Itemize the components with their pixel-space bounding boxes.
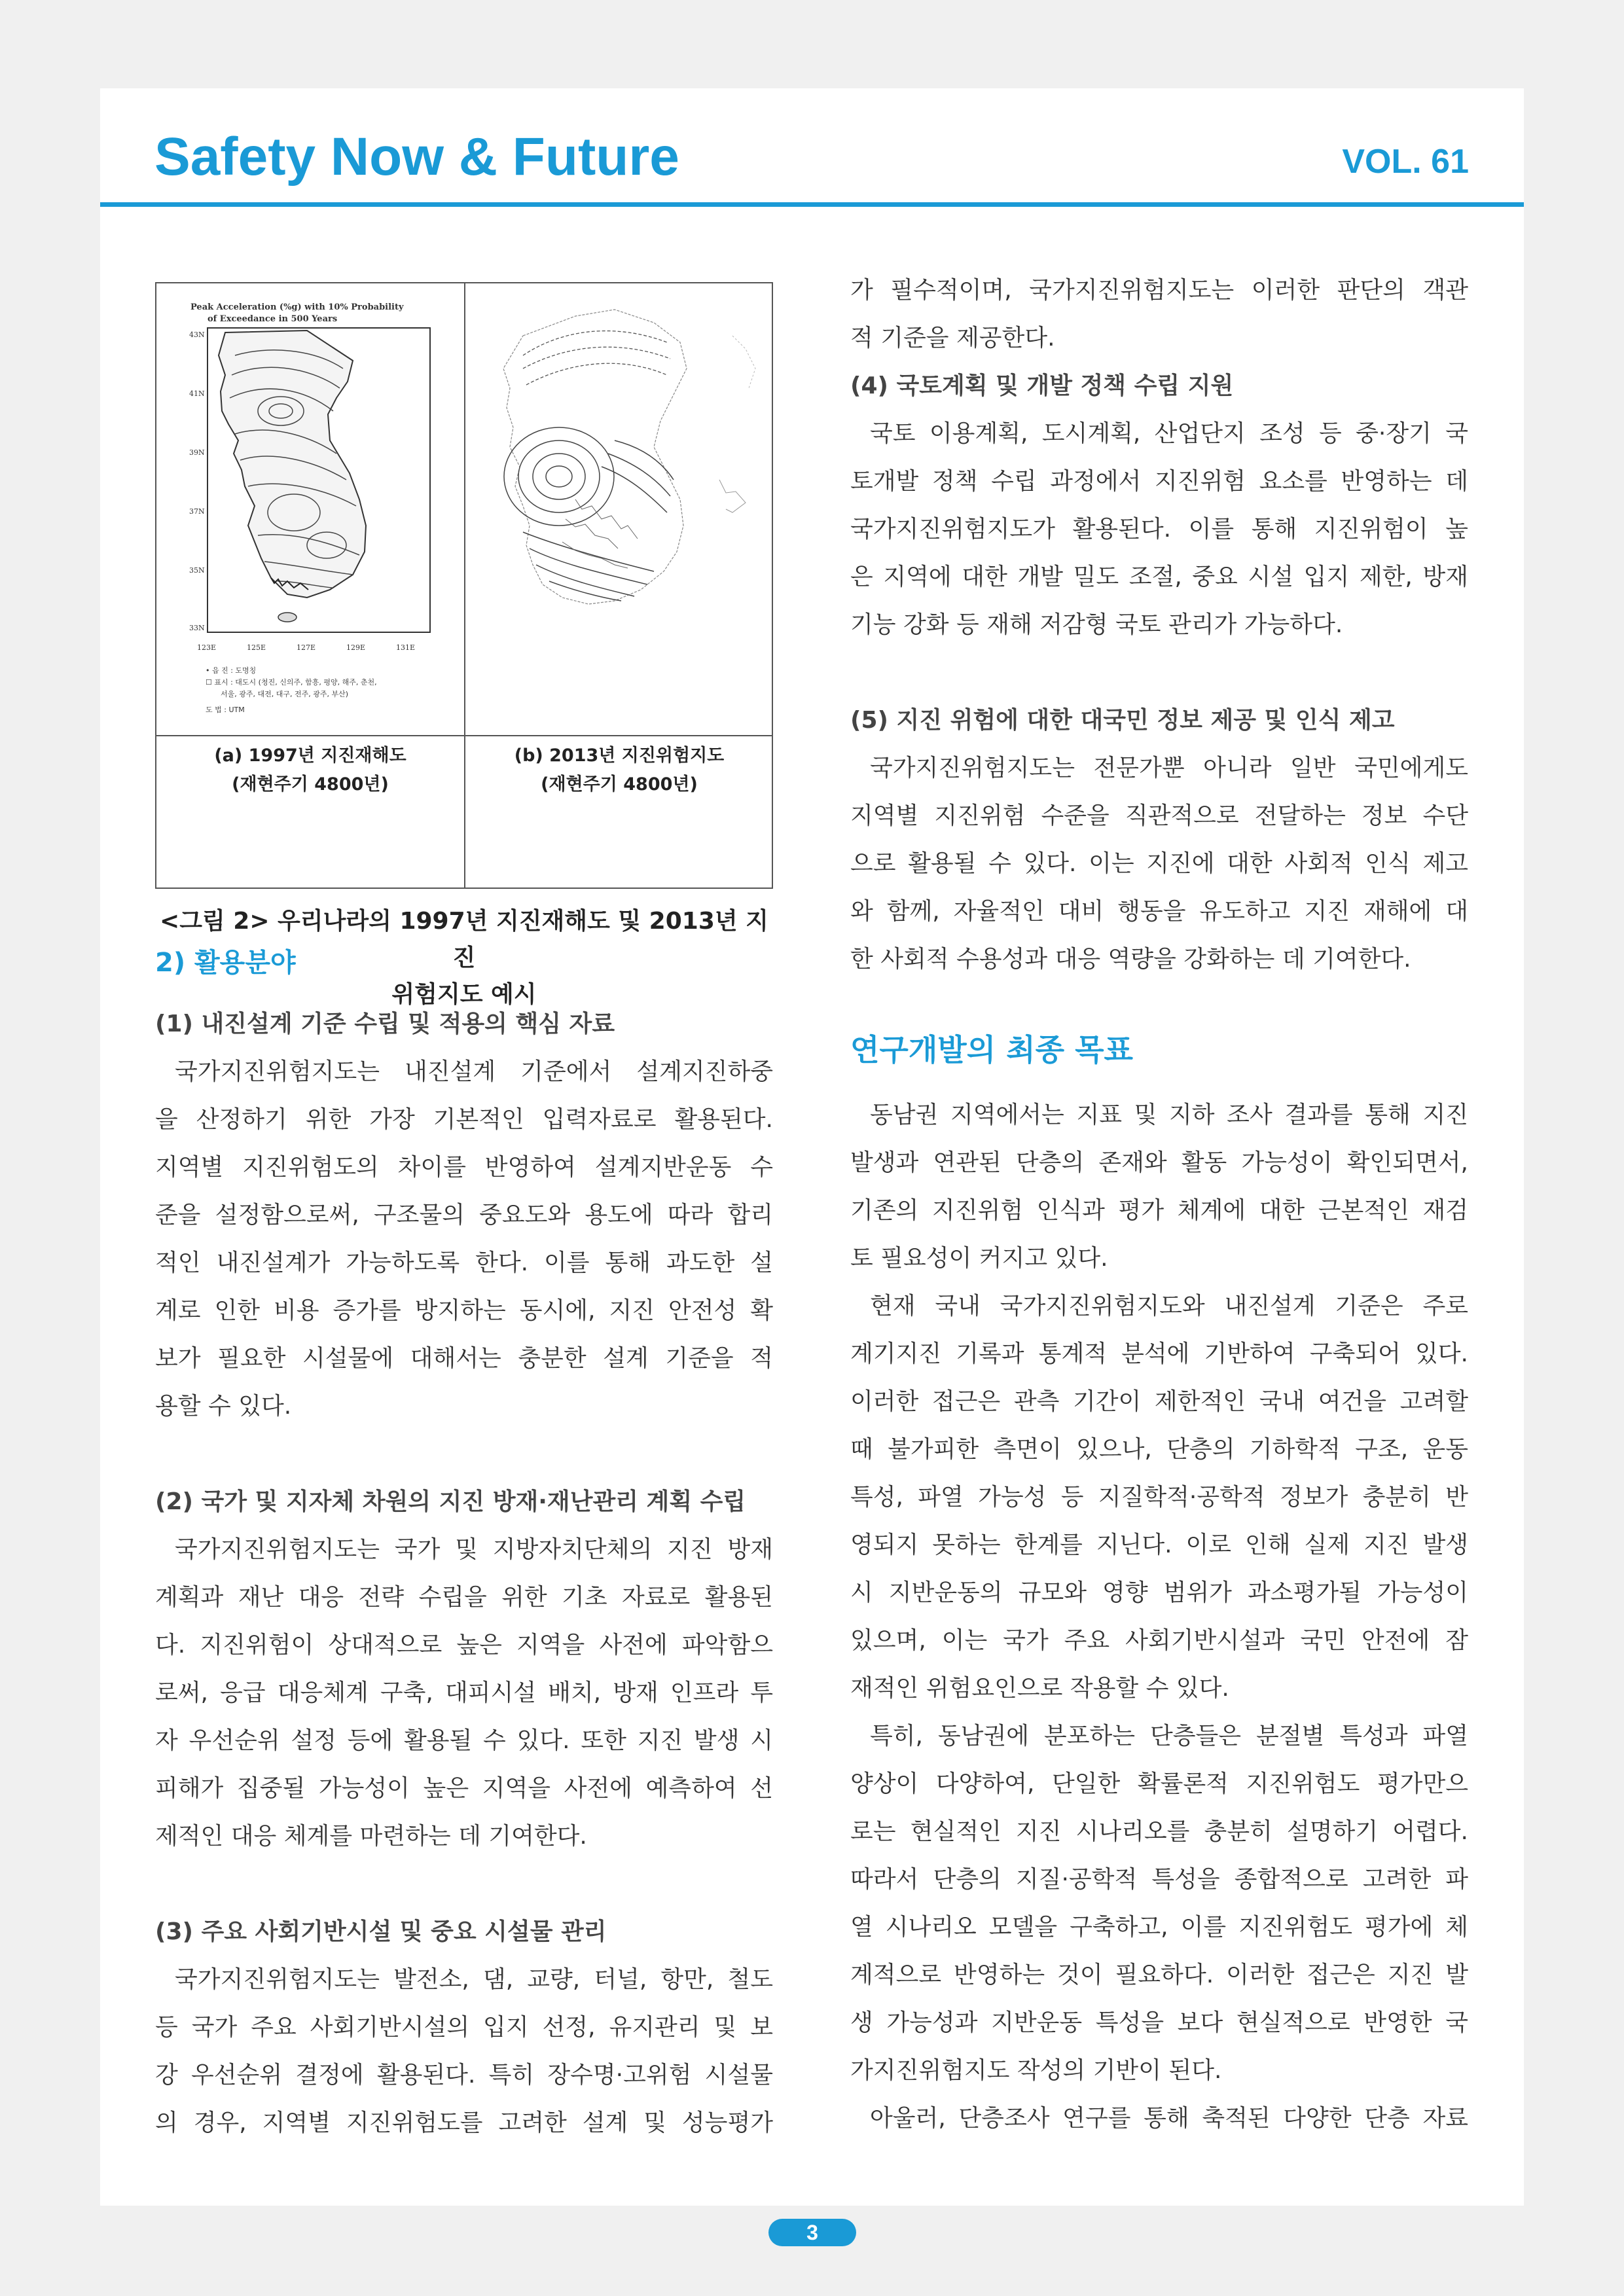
text-line: 열 시나리오 모델을 구축하고, 이를 지진위험도 평가에 체 (850, 1914, 1468, 1941)
text-line: 은 지역에 대한 개발 밀도 조절, 중요 시설 입지 제한, 방재 (850, 564, 1468, 590)
magazine-title: Safety Now & Future (154, 127, 679, 187)
map-a-legend: 서울, 광주, 대전, 대구, 전주, 광주, 부산) (221, 690, 349, 698)
text-line: 때 불가피한 측면이 있으나, 단층의 기하학적 구조, 운동 (850, 1436, 1468, 1463)
text-line: 을 산정하기 위한 가장 기본적인 입력자료로 활용된다. (155, 1106, 773, 1133)
volume-label: VOL. 61 (1342, 143, 1469, 181)
text-line: 가 필수적이며, 국가지진위험지도는 이러한 판단의 객관 (850, 277, 1468, 304)
text-line: 국토 이용계획, 도시계획, 산업단지 조성 등 중·장기 국 (870, 420, 1468, 447)
text-line: 특성, 파열 가능성 등 지질학적·공학적 정보가 충분히 반 (850, 1484, 1468, 1511)
text-line: 보가 필요한 시설물에 대해서는 충분한 설계 기준을 적 (155, 1345, 773, 1372)
page-number-badge: 3 (768, 2219, 856, 2246)
text-line: 자 우선순위 설정 등에 활용될 수 있다. 또한 지진 발생 시 (155, 1727, 773, 1754)
text-line: 현재 국내 국가지진위험지도와 내진설계 기준은 주로 (870, 1293, 1468, 1319)
text-line: 적 기준을 제공한다. (850, 325, 1055, 351)
peninsula-outline (219, 331, 366, 598)
text-line: 시 지반운동의 규모와 영향 범위가 과소평가될 가능성이 (850, 1579, 1468, 1606)
panel-a-caption-line1: (a) 1997년 지진재해도 (214, 745, 406, 766)
figure-2 (155, 282, 773, 889)
text-line: 동남권 지역에서는 지표 및 지하 조사 결과를 통해 지진 (870, 1102, 1468, 1128)
subheading-1: (1) 내진설계 기준 수립 및 적용의 핵심 자료 (155, 1011, 615, 1037)
text-line: 특히, 동남권에 분포하는 단층들은 분절별 특성과 파열 (870, 1723, 1468, 1749)
text-line: 가지진위험지도 작성의 기반이 된다. (850, 2057, 1222, 2084)
lat-label: 41N (189, 389, 205, 398)
text-line: 기존의 지진위험 인식과 평가 체계에 대한 근본적인 재검 (850, 1197, 1468, 1224)
panel-b-caption-line2: (재현주기 4800년) (541, 774, 698, 795)
map-a-title-2: of Exceedance in 500 Years (208, 314, 338, 324)
panel-b-caption (465, 742, 773, 799)
text-line: 발생과 연관된 단층의 존재와 활동 가능성이 확인되면서, (850, 1149, 1468, 1176)
text-line: 계획과 재난 대응 전략 수립을 위한 기초 자료로 활용된 (155, 1584, 773, 1611)
text-line: 국가지진위험지도는 전문가뿐 아니라 일반 국민에게도 (870, 755, 1468, 781)
subheading-3: (3) 주요 사회기반시설 및 중요 시설물 관리 (155, 1918, 607, 1945)
lat-label: 43N (189, 331, 205, 339)
text-line: 지역별 지진위험 수준을 직관적으로 전달하는 정보 수단 (850, 802, 1468, 829)
section-heading-usage: 2) 활용분야 (155, 948, 296, 978)
lon-label: 131E (396, 643, 416, 652)
map-a-legend: 도 법 : UTM (206, 706, 245, 714)
header-divider (100, 202, 1524, 207)
text-line: 으로 활용될 수 있다. 이는 지진에 대한 사회적 인식 제고 (850, 850, 1468, 877)
panel-a-caption (156, 742, 464, 799)
lat-label: 35N (189, 566, 205, 575)
text-line: 국가지진위험지도가 활용된다. 이를 통해 지진위험이 높 (850, 516, 1468, 543)
lon-label: 123E (197, 643, 217, 652)
figure-caption-rule (156, 735, 772, 736)
lat-label: 37N (189, 507, 205, 516)
text-line: 국가지진위험지도는 발전소, 댐, 교량, 터널, 항만, 철도 (175, 1966, 773, 1993)
text-line: 제적인 대응 체계를 마련하는 데 기여한다. (155, 1823, 587, 1850)
text-line: 계적으로 반영하는 것이 필요하다. 이러한 접근은 지진 발 (850, 1962, 1468, 1988)
section-heading-goal: 연구개발의 최종 목표 (850, 1032, 1133, 1067)
text-line: 토개발 정책 수립 과정에서 지진위험 요소를 반영하는 데 (850, 468, 1468, 495)
text-line: 기능 강화 등 재해 저감형 국토 관리가 가능하다. (850, 611, 1343, 638)
map-b-outline (503, 310, 687, 604)
figure-caption-line2: 위험지도 예시 (391, 981, 537, 1008)
map-a (189, 302, 430, 714)
lat-label: 39N (189, 448, 205, 457)
figure-caption-line1: <그림 2> 우리나라의 1997년 지진재해도 및 2013년 지진 (160, 908, 768, 971)
jeju-island (278, 613, 297, 622)
lat-label: 33N (189, 624, 205, 632)
text-line: 와 함께, 자율적인 대비 행동을 유도하고 지진 재해에 대 (850, 898, 1468, 925)
lon-label: 127E (297, 643, 316, 652)
text-line: 준을 설정함으로써, 구조물의 중요도와 용도에 따라 합리 (155, 1202, 773, 1229)
text-line: 로는 현실적인 지진 시나리오를 충분히 설명하기 어렵다. (850, 1818, 1468, 1845)
lon-label: 129E (346, 643, 366, 652)
text-line: 따라서 단층의 지질·공학적 특성을 종합적으로 고려한 파 (850, 1866, 1468, 1893)
text-line: 계로 인한 비용 증가를 방지하는 동시에, 지진 안전성 확 (155, 1297, 773, 1324)
text-line: 국가지진위험지도는 내진설계 기준에서 설계지진하중 (175, 1058, 773, 1085)
panel-a-caption-line2: (재현주기 4800년) (232, 774, 389, 795)
text-line: 용할 수 있다. (155, 1393, 292, 1420)
text-line: 아울러, 단층조사 연구를 통해 축적된 다양한 단층 자료 (870, 2105, 1468, 2132)
subheading-5: (5) 지진 위험에 대한 대국민 정보 제공 및 인식 제고 (850, 707, 1395, 734)
text-line: 생 가능성과 지반운동 특성을 보다 현실적으로 반영한 국 (850, 2009, 1468, 2036)
text-line: 등 국가 주요 사회기반시설의 입지 선정, 유지관리 및 보 (155, 2014, 773, 2041)
text-line: 재적인 위험요인으로 작용할 수 있다. (850, 1675, 1229, 1702)
map-a-legend: • 읍 진 : 도명칭 (206, 666, 257, 675)
text-line: 피해가 집중될 가능성이 높은 지역을 사전에 예측하여 선 (155, 1775, 773, 1802)
map-a-title-1: Peak Acceleration (%g) with 10% Probability (190, 302, 404, 312)
text-line: 다. 지진위험이 상대적으로 높은 지역을 사전에 파악함으 (155, 1632, 773, 1659)
subheading-4: (4) 국토계획 및 개발 정책 수립 지원 (850, 372, 1234, 399)
text-line: 국가지진위험지도는 국가 및 지방자치단체의 지진 방재 (175, 1536, 773, 1563)
page (100, 88, 1524, 2206)
text-line: 계기지진 기록과 통계적 분석에 기반하여 구축되어 있다. (850, 1340, 1468, 1367)
lon-label: 125E (247, 643, 266, 652)
text-line: 양상이 다양하여, 단일한 확률론적 지진위험도 평가만으 (850, 1770, 1468, 1797)
text-line: 영되지 못하는 한계를 지닌다. 이로 인해 실제 지진 발생 (850, 1532, 1468, 1558)
map-b (503, 310, 755, 604)
text-line: 지역별 지진위험도의 차이를 반영하여 설계지반운동 수 (155, 1154, 773, 1181)
text-line: 있으며, 이는 국가 주요 사회기반시설과 국민 안전에 잠 (850, 1627, 1468, 1654)
text-line: 적인 내진설계가 가능하도록 한다. 이를 통해 과도한 설 (155, 1249, 773, 1276)
panel-b-caption-line1: (b) 2013년 지진위험지도 (514, 745, 725, 766)
text-line: 한 사회적 수용성과 대응 역량을 강화하는 데 기여한다. (850, 946, 1411, 973)
text-line: 강 우선순위 결정에 활용된다. 특히 장수명·고위험 시설물 (155, 2062, 773, 2089)
subheading-2: (2) 국가 및 지자체 차원의 지진 방재·재난관리 계획 수립 (155, 1488, 746, 1515)
text-line: 토 필요성이 커지고 있다. (850, 1245, 1108, 1272)
text-line: 의 경우, 지역별 지진위험도를 고려한 설계 및 성능평가 (155, 2109, 773, 2136)
map-a-legend: ☐ 표시 : 대도시 (청진, 신의주, 함흥, 평양, 해주, 춘천, (206, 678, 377, 687)
text-line: 로써, 응급 대응체계 구축, 대피시설 배치, 방재 인프라 투 (155, 1679, 773, 1706)
text-line: 이러한 접근은 관측 기간이 제한적인 국내 여건을 고려할 (850, 1388, 1468, 1415)
